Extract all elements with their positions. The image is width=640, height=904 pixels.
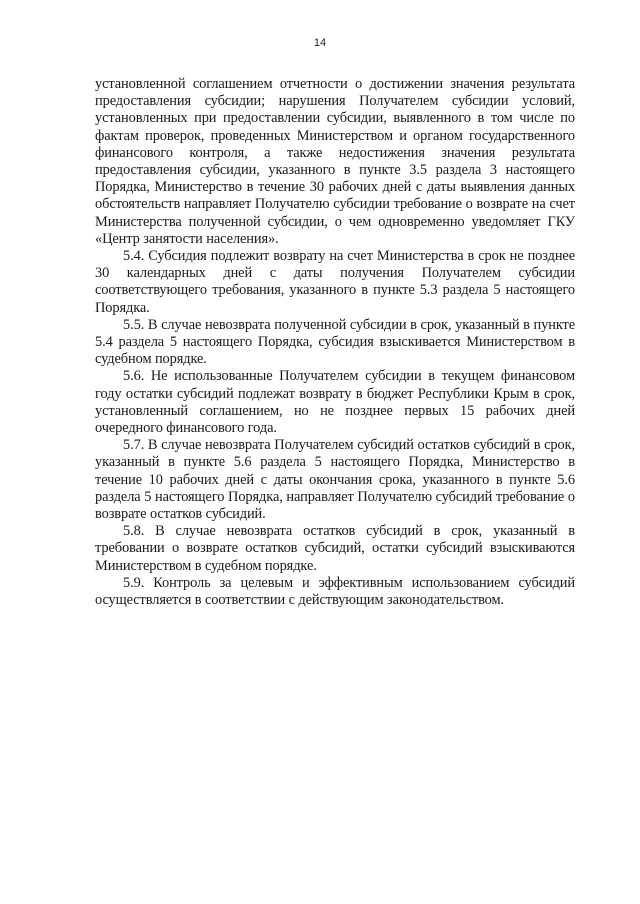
page-number: 14: [313, 37, 327, 49]
document-body: [95, 76, 575, 609]
paragraph-5-8: 5.8. В случае невозврата остатков субсидий в срок, указанный в требовании о возврате остатков субсидий, остатки субсидий взыскиваются Министерством в судебном порядке.: [95, 523, 575, 574]
paragraph-5-4: 5.4. Субсидия подлежит возврату на счет Министерства в срок не позднее 30 календарных дней с даты получения Получателем субсидии соответствующего требования, указанного в пункте 5.3 раздела 5 настоящего Порядка.: [95, 248, 575, 316]
paragraph-5-5: 5.5. В случае невозврата полученной субсидии в срок, указанный в пункте 5.4 раздела 5 настоящего Порядка, субсидия взыскивается Министерством в судебном порядке.: [95, 316, 575, 368]
paragraph-continuation: установленной соглашением отчетности о достижении значения результата предоставления субсидии; нарушения Получателем субсидии условий, установленных при предоставлении субсидии, выявленного в том числе по фактам проверок, проведенных Министерством и органом государственного финансового контроля, а также недостижения значения результата предоставления субсидии, указанного в пункте 3.5 раздела 3 настоящего Порядка, Министерство в течение 30 рабочих дней с даты выявления данных обстоятельств направляет Получателю субсидии требование о возврате на счет Министерства полученной субсидии, о чем одновременно уведомляет ГКУ «Центр занятости населения».: [95, 76, 575, 247]
paragraph-5-6: 5.6. Не использованные Получателем субсидии в текущем финансовом году остатки субсидий подлежат возврату в бюджет Республики Крым в срок, установленный соглашением, но не позднее первых 15 рабочих дней очередного финансового года.: [95, 368, 575, 437]
paragraph-5-9: 5.9. Контроль за целевым и эффективным использованием субсидий осуществляется в соответствии с действующим законодательством.: [95, 574, 575, 609]
paragraph-5-7: 5.7. В случае невозврата Получателем субсидий остатков субсидий в срок, указанный в пункте 5.6 раздела 5 настоящего Порядка, Министерство в течение 10 рабочих дней с даты окончания срока, указанного в пункте 5.6 раздела 5 настоящего Порядка, направляет Получателю субсидий требование о возврате остатков субсидий.: [95, 437, 575, 523]
